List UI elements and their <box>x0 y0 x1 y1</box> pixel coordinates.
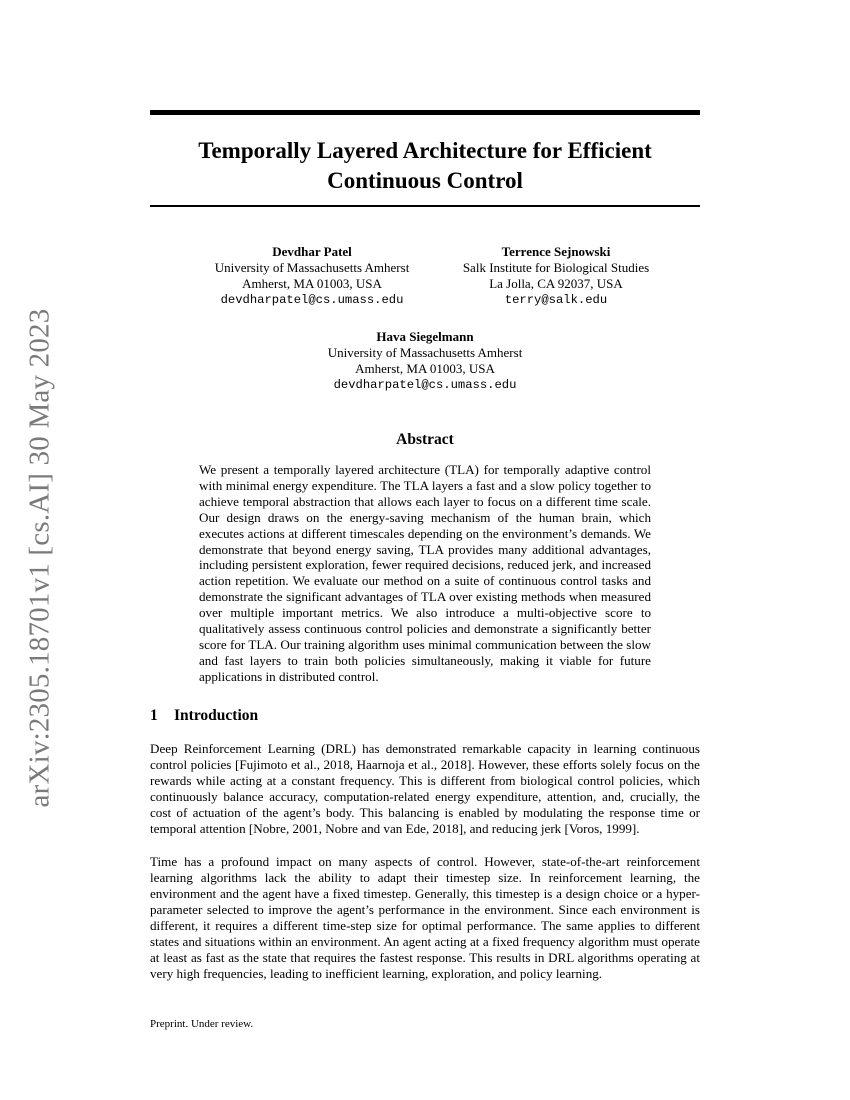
title-bottom-rule <box>150 205 700 207</box>
author-email: devdharpatel@cs.umass.edu <box>220 293 404 307</box>
body-paragraph: Deep Reinforcement Learning (DRL) has demonstrated remarkable capacity in learning continuous control policies [Fujimoto et al., 2018, Haarnoja et al., 2018]. However, these efforts solely focus on the rewards while acting at a constant frequency. This is different from biological control policies, which continuously balance accuracy, computation-related energy expenditure, attention, and, crucially, the cost of actuation of the agent’s body. This balancing is enabled by modulating the response time or temporal attention [Nobre, 2001, Nobre and van Ede, 2018], and reducing jerk [Voros, 1999]. <box>150 741 700 836</box>
author-affiliation: University of Massachusetts Amherst <box>214 260 410 275</box>
page-footer: Preprint. Under review. <box>150 1018 254 1030</box>
section-title: Introduction <box>174 707 259 724</box>
author-address: Amherst, MA 01003, USA <box>355 361 495 376</box>
author-name: Terrence Sejnowski <box>501 244 611 259</box>
paper-title: Temporally Layered Architecture for Efficient Continuous Control <box>198 138 652 193</box>
section-heading <box>150 706 700 726</box>
author-block <box>170 244 454 308</box>
author-affiliation: Salk Institute for Biological Studies <box>462 260 650 275</box>
abstract-heading: Abstract <box>396 431 454 448</box>
section-number: 1 <box>150 707 158 724</box>
author-address: La Jolla, CA 92037, USA <box>489 276 623 291</box>
author-email: terry@salk.edu <box>504 293 608 307</box>
author-name: Devdhar Patel <box>272 244 352 259</box>
abstract-text: We present a temporally layered architecture (TLA) for temporally adaptive control with minimal energy expenditure. The TLA layers a fast and a slow policy together to achieve temporal abstraction that allows each layer to focus on a different time scale. Our design draws on the energy-saving mechanism of the human brain, which executes actions at different timescales depending on the environment’s demands. We demonstrate that beyond energy saving, TLA provides many additional advantages, including persistent exploration, fewer required decisions, reduced jerk, and increased action repetition. We evaluate our method on a suite of continuous control tasks and demonstrate the significant advantages of TLA over existing methods when measured over multiple important metrics. We also introduce a multi-objective score to qualitatively assess continuous control policies and demonstrate a significantly better score for TLA. Our training algorithm uses minimal communication between the slow and fast layers to train both policies simultaneously, making it viable for future applications in distributed control. <box>199 462 651 684</box>
author-address: Amherst, MA 01003, USA <box>242 276 382 291</box>
author-block <box>283 329 567 393</box>
author-email: devdharpatel@cs.umass.edu <box>333 378 517 392</box>
title-top-rule <box>150 110 700 115</box>
author-affiliation: University of Massachusetts Amherst <box>327 345 523 360</box>
arxiv-stamp: arXiv:2305.18701v1 [cs.AI] 30 May 2023 <box>23 308 56 808</box>
author-block <box>414 244 698 308</box>
author-name: Hava Siegelmann <box>376 329 474 344</box>
body-paragraph: Time has a profound impact on many aspects of control. However, state-of-the-art reinforcement learning algorithms lack the ability to adapt their timestep size. In reinforcement learning, the environment and the agent have a fixed timestep. Generally, this timestep is a design choice or a hyper-parameter selected to improve the agent’s performance in the environment. Since each environment is different, it requires a different time-step size for optimal performance. The same applies to different states and situations within an environment. An agent acting at a fixed frequency algorithm must operate at least as fast as the state that requires the fastest response. This results in DRL algorithms operating at very high frequencies, leading to inefficient learning, exploration, and policy learning. <box>150 854 700 981</box>
